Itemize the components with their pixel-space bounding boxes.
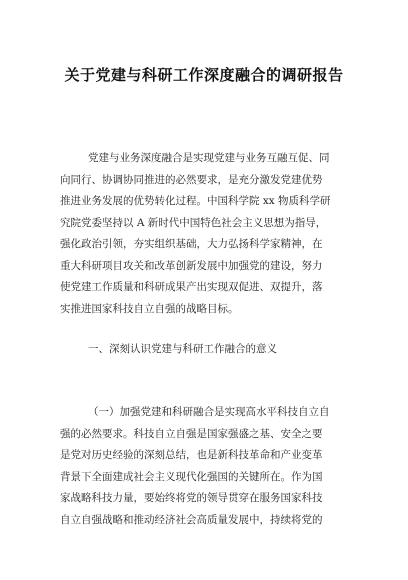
- document-title: 关于党建与科研工作深度融合的调研报告: [64, 66, 344, 84]
- paragraph-line: 重大科研项目攻关和改革创新发展中加强党的建设，努力: [60, 259, 323, 272]
- paragraph-line: 自立自强战略和推动经济社会高质量发展中，持续将党的: [60, 513, 323, 526]
- section-paragraph: [60, 402, 352, 531]
- paragraph-line: 家战略科技力量，要始终将党的领导贯穿在服务国家科技: [60, 492, 323, 504]
- paragraph-line: 向同行、协调协同推进的必然要求，是充分激发党建优势: [60, 173, 323, 186]
- paragraph-line: 党建与业务深度融合是实现党建与业务互融互促、同: [88, 152, 330, 164]
- intro-paragraph: [60, 148, 352, 320]
- paragraph-line: 推进业务发展的优势转化过程。中国科学院 xx 物质科学研: [60, 195, 331, 207]
- paragraph-line: 强化政治引领，夯实组织基础，大力弘扬科学家精神，在: [60, 238, 323, 250]
- paragraph-line: 使党建工作质量和科研成果产出实现双促进、双提升，落: [60, 281, 323, 293]
- paragraph-line: 是党对历史经验的深刻总结，也是新科技革命和产业变革: [60, 449, 323, 461]
- paragraph-line: 强的必然要求。科技自立自强是国家强盛之基、安全之要: [60, 427, 323, 440]
- paragraph-line: 背景下全面建成社会主义现代化强国的关键所在。作为国: [60, 470, 323, 483]
- paragraph-line: 究院党委坚持以 A 新时代中国特色社会主义思想为指导，: [60, 216, 327, 229]
- section-heading: 一、深刻认识党建与科研工作融合的意义: [88, 343, 277, 355]
- paragraph-line: （一）加强党建和科研融合是实现高水平科技自立自: [88, 406, 330, 418]
- paragraph-line: 实推进国家科技自立自强的战略目标。: [60, 302, 239, 315]
